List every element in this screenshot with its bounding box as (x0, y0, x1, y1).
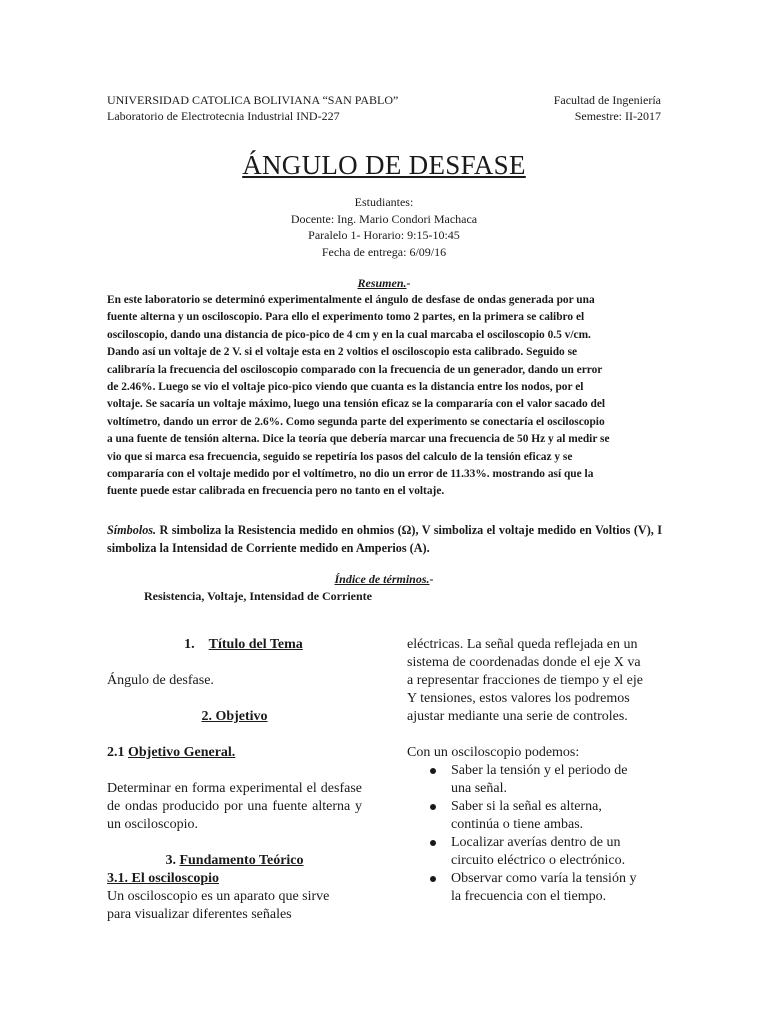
list-item-line: Localizar averías dentro de un (451, 835, 621, 850)
list-item-line: continúa o tiene ambas. (451, 817, 584, 832)
section-2-heading (107, 708, 362, 726)
section-3-number: 3. (165, 853, 180, 868)
body-line: eléctricas. La señal queda reflejada en un (407, 637, 638, 652)
symbols-paragraph (107, 522, 662, 557)
abstract-line: En este laboratorio se determinó experimentalmente el ángulo de desfase de ondas generada por una (107, 294, 595, 306)
abstract-line: osciloscopio, dando una distancia de pico-pico de 4 cm y en la cual marcaba el osciloscopio 0.5 v/cm. (107, 328, 591, 341)
list-item (407, 798, 662, 834)
capabilities-list (407, 762, 662, 906)
list-item (407, 870, 662, 906)
bullet-icon (430, 804, 436, 810)
abstract-line: fuente alterna y un osciloscopio. Para ello el experimento tomo 2 partes, en la primera se calibro el (107, 311, 585, 324)
left-column (107, 636, 362, 924)
section-3-title: Fundamento Teórico (179, 853, 304, 868)
university-name: UNIVERSIDAD CATOLICA BOLIVIANA “SAN PABLO” (107, 93, 399, 107)
body-line: para visualizar diferentes señales (107, 907, 292, 922)
list-item-line: Observar como varía la tensión y (451, 871, 637, 886)
index-terms-heading (0, 572, 768, 587)
body-line: sistema de coordenadas donde el eje X va (407, 655, 641, 670)
section-2-1-heading (107, 744, 362, 762)
abstract-heading (0, 276, 768, 291)
abstract-line: voltaje. Se sacaría un voltaje máximo, luego una tensión eficaz se la compararía con el valor sacado del (107, 398, 606, 411)
list-item-line: Saber si la señal es alterna, (451, 799, 602, 814)
bullet-icon (430, 876, 436, 882)
section-2-1-body: Determinar en forma experimental el desfase de ondas producido por una fuente alterna y un osciloscopio. (107, 781, 362, 832)
section-1-body: Ángulo de desfase. (107, 673, 214, 688)
document-title: ÁNGULO DE DESFASE (242, 150, 526, 180)
bullet-icon (430, 840, 436, 846)
symbols-text: R simboliza la Resistencia medido en ohmios (Ω), V simboliza el voltaje medido en Voltios (V), I simboliza la Intensidad de Corriente medido en Amperios (A). (107, 523, 662, 555)
list-item-line: una señal. (451, 781, 507, 796)
capabilities-intro: Con un osciloscopio podemos: (407, 745, 580, 760)
abstract-line: voltímetro, dando un error de 2.6%. Como segunda parte del experimento se conectaría el osciloscopio (107, 415, 605, 428)
abstract-line: calibraría la frecuencia del osciloscopio comparado con la frecuencia de un generador, dando un error (107, 363, 603, 376)
body-line: a representar fracciones de tiempo y el eje (407, 673, 643, 688)
lab-name: Laboratorio de Electrotecnia Industrial IND-227 (107, 109, 340, 123)
section-3-1-body (107, 888, 362, 924)
abstract-heading-suffix: - (406, 276, 411, 290)
section-2-1-title: Objetivo General. (128, 745, 236, 760)
list-item (407, 834, 662, 870)
section-2-title: 2. Objetivo (201, 709, 268, 724)
body-line: ajustar mediante una serie de controles. (407, 709, 628, 724)
section-3-heading (107, 852, 362, 870)
list-item-line: Saber la tensión y el periodo de (451, 763, 628, 778)
section-1-number: 1. (184, 637, 195, 652)
bullet-icon (430, 768, 436, 774)
symbols-label: Símbolos. (107, 523, 157, 537)
list-item-line: la frecuencia con el tiempo. (451, 889, 607, 904)
body-line: Y tensiones, estos valores los podremos (407, 691, 630, 706)
due-date: Fecha de entrega: 6/09/16 (321, 244, 447, 259)
right-column (407, 636, 662, 906)
oscilloscope-paragraph (407, 636, 662, 726)
header-right (554, 92, 661, 124)
list-item-line: circuito eléctrico o electrónico. (451, 853, 626, 868)
abstract-body (107, 292, 667, 501)
list-item (407, 762, 662, 798)
author-info (0, 194, 768, 260)
abstract-heading-text: Resumen. (357, 276, 407, 290)
abstract-line: fuente puede estar calibrada en frecuencia pero no tanto en el voltaje. (107, 485, 445, 498)
index-terms: Resistencia, Voltaje, Intensidad de Corriente (144, 589, 372, 603)
paralelo: Paralelo 1- Horario: 9:15-10:45 (308, 228, 460, 242)
abstract-line: vio que si marca esa frecuencia, seguido se repetiría los pasos del calculo de la tensión eficaz y se (107, 450, 573, 463)
section-3-1-heading: 3.1. El osciloscopio (107, 871, 220, 886)
index-terms-heading-suffix: - (429, 572, 434, 586)
abstract-line: Dando así un voltaje de 2 V. si el voltaje esta en 2 voltios el osciloscopio esta calibrado. Seguido se (107, 346, 578, 359)
section-1-title: Título del Tema (208, 637, 303, 652)
abstract-line: de 2.46%. Luego se vio el voltaje pico-pico viendo que cuanta es la distancia entre los nodos, por el (107, 381, 584, 394)
teacher: Docente: Ing. Mario Condori Machaca (290, 211, 478, 226)
section-1-heading (107, 636, 362, 654)
header-left (107, 92, 398, 124)
section-2-1-number: 2.1 (107, 745, 128, 760)
students-label: Estudiantes: (354, 195, 414, 209)
abstract-line: compararía con el voltaje medido por el voltímetro, no dio un error de 11.33%. mostrando así que la (107, 468, 594, 481)
abstract-line: a una fuente de tensión alterna. Dice la teoría que debería marcar una frecuencia de 50 Hz y al medir se (107, 433, 610, 446)
body-line: Un osciloscopio es un aparato que sirve (107, 889, 330, 904)
faculty-name: Facultad de Ingeniería (553, 93, 661, 107)
index-terms-heading-text: Índice de términos. (334, 572, 430, 586)
semester: Semestre: II-2017 (574, 109, 661, 123)
